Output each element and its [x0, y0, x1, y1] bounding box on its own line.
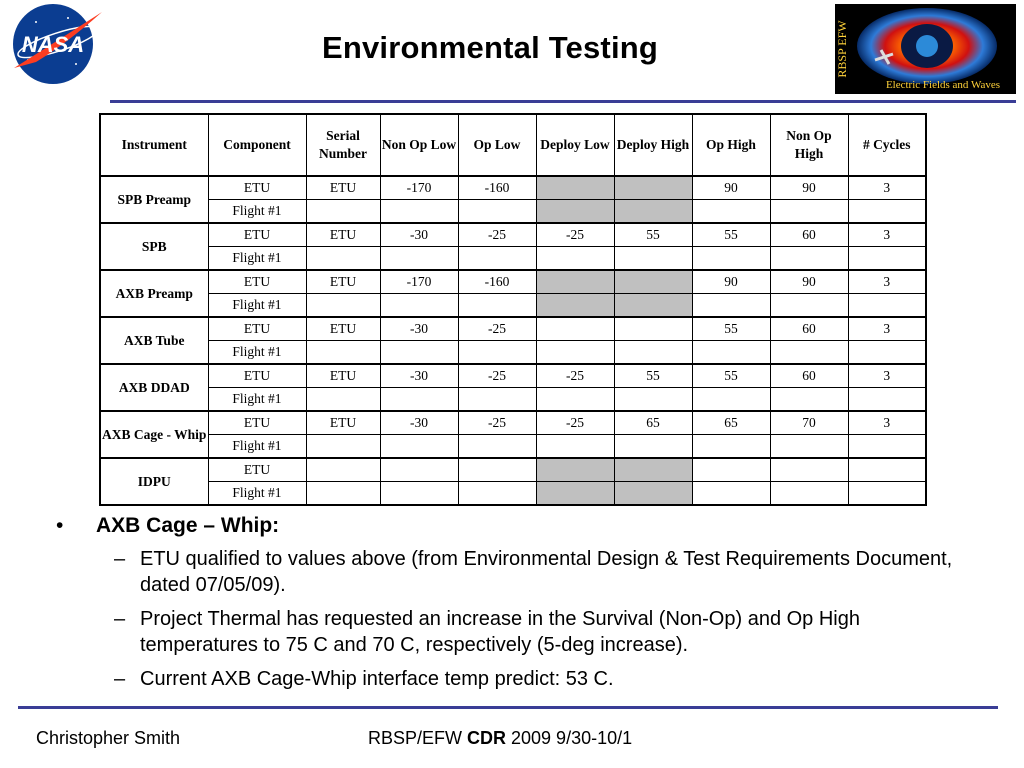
column-header: Serial Number: [306, 114, 380, 176]
table-cell: 90: [770, 176, 848, 200]
table-cell: [848, 435, 926, 459]
table-cell: ETU: [306, 411, 380, 435]
table-header-row: [100, 114, 926, 176]
sub-bullet-text: Current AXB Cage-Whip interface temp predict: 53 C.: [140, 668, 614, 690]
table-cell: [692, 247, 770, 271]
column-header: Instrument: [100, 114, 208, 176]
table-cell: ETU: [208, 176, 306, 200]
table-cell: -170: [380, 270, 458, 294]
table-cell: 3: [848, 223, 926, 247]
footer-review-info: [368, 728, 632, 749]
sub-bullet: [56, 546, 976, 598]
instrument-cell: IDPU: [100, 458, 208, 505]
table-cell: [614, 176, 692, 200]
table-cell: [614, 341, 692, 365]
table-cell: 60: [770, 364, 848, 388]
sub-bullet: [56, 606, 976, 658]
table-cell: [536, 458, 614, 482]
table-cell: [380, 388, 458, 412]
table-cell: [536, 294, 614, 318]
table-cell: [770, 388, 848, 412]
table-cell: [614, 317, 692, 341]
table-row: [100, 270, 926, 294]
table-cell: [306, 482, 380, 506]
table-cell: Flight #1: [208, 435, 306, 459]
table-cell: 3: [848, 364, 926, 388]
table-cell: 3: [848, 411, 926, 435]
table-cell: [614, 435, 692, 459]
table-cell: 55: [692, 364, 770, 388]
table-cell: [536, 388, 614, 412]
sub-bullet-dash: –: [114, 548, 126, 570]
sub-bullet-text: Project Thermal has requested an increase in the Survival (Non-Op) and Op High temperatures to 75 C and 70 C, respectively (5-deg increase).: [140, 608, 860, 656]
instrument-cell: AXB Tube: [100, 317, 208, 364]
table-cell: [692, 200, 770, 224]
table-cell: ETU: [208, 458, 306, 482]
table-cell: [306, 294, 380, 318]
table-cell: -30: [380, 364, 458, 388]
table-cell: [380, 294, 458, 318]
table-cell: 65: [692, 411, 770, 435]
table-cell: 70: [770, 411, 848, 435]
table-row: [100, 200, 926, 224]
instrument-cell: AXB DDAD: [100, 364, 208, 411]
table-cell: ETU: [208, 317, 306, 341]
table-cell: [458, 388, 536, 412]
table-cell: [458, 247, 536, 271]
table-cell: Flight #1: [208, 388, 306, 412]
table-cell: [848, 482, 926, 506]
table-cell: ETU: [306, 176, 380, 200]
table-cell: Flight #1: [208, 247, 306, 271]
table-cell: [770, 458, 848, 482]
table-cell: [692, 388, 770, 412]
nasa-logo-text: NASA: [21, 32, 85, 57]
table-cell: [770, 482, 848, 506]
table-cell: 3: [848, 270, 926, 294]
table-row: [100, 482, 926, 506]
table-cell: ETU: [306, 364, 380, 388]
table-cell: -25: [458, 364, 536, 388]
table-cell: 3: [848, 317, 926, 341]
table-cell: 55: [614, 364, 692, 388]
table-cell: 65: [614, 411, 692, 435]
footer-divider: [18, 706, 998, 709]
column-header: Non Op Low: [380, 114, 458, 176]
table-cell: ETU: [208, 223, 306, 247]
table-cell: [536, 317, 614, 341]
bullet-dot: •: [56, 514, 64, 537]
table-row: [100, 458, 926, 482]
table-cell: [380, 435, 458, 459]
table-cell: -25: [536, 364, 614, 388]
column-header: # Cycles: [848, 114, 926, 176]
table-cell: [536, 482, 614, 506]
table-row: [100, 317, 926, 341]
footer-prefix: RBSP/EFW: [368, 728, 468, 748]
table-cell: 55: [614, 223, 692, 247]
table-cell: [380, 341, 458, 365]
table-cell: [536, 435, 614, 459]
column-header: Non Op High: [770, 114, 848, 176]
table-cell: -30: [380, 223, 458, 247]
table-cell: [380, 200, 458, 224]
sub-bullet-text: ETU qualified to values above (from Environmental Design & Test Requirements Document, dated 07/05/09).: [140, 548, 953, 596]
table-cell: [848, 247, 926, 271]
table-cell: [614, 270, 692, 294]
table-cell: [770, 341, 848, 365]
table-cell: -30: [380, 411, 458, 435]
table-cell: 3: [848, 176, 926, 200]
table-row: [100, 247, 926, 271]
table-row: [100, 364, 926, 388]
table-cell: ETU: [306, 223, 380, 247]
table-cell: [692, 435, 770, 459]
table-cell: [848, 294, 926, 318]
table-cell: [692, 458, 770, 482]
table-cell: [692, 482, 770, 506]
bullet-main: [56, 514, 976, 538]
table-cell: [380, 247, 458, 271]
table-cell: 90: [692, 176, 770, 200]
table-cell: [848, 341, 926, 365]
table-cell: [306, 341, 380, 365]
column-header: Deploy High: [614, 114, 692, 176]
instrument-cell: SPB: [100, 223, 208, 270]
table-row: [100, 388, 926, 412]
table-cell: [614, 458, 692, 482]
table-cell: -25: [536, 411, 614, 435]
table-cell: [848, 458, 926, 482]
bullet-main-text: AXB Cage – Whip:: [96, 514, 280, 537]
instrument-cell: AXB Cage - Whip: [100, 411, 208, 458]
table-cell: -160: [458, 176, 536, 200]
table-cell: [380, 482, 458, 506]
sub-bullet-dash: –: [114, 608, 126, 630]
table-cell: 90: [692, 270, 770, 294]
table-cell: [848, 388, 926, 412]
table-cell: [536, 247, 614, 271]
table-cell: [458, 294, 536, 318]
table-cell: ETU: [306, 270, 380, 294]
column-header: Component: [208, 114, 306, 176]
table-row: [100, 411, 926, 435]
table-cell: [536, 341, 614, 365]
table-cell: Flight #1: [208, 341, 306, 365]
table-cell: Flight #1: [208, 200, 306, 224]
footer-cdr: CDR: [467, 728, 507, 748]
table-cell: -170: [380, 176, 458, 200]
table-cell: [458, 458, 536, 482]
table-row: [100, 341, 926, 365]
table-cell: [458, 482, 536, 506]
table-cell: [614, 294, 692, 318]
table-row: [100, 294, 926, 318]
table-cell: -160: [458, 270, 536, 294]
header-divider: [110, 100, 1016, 103]
table-cell: -25: [458, 317, 536, 341]
sub-bullet-dash: –: [114, 668, 126, 690]
table-row: [100, 435, 926, 459]
table-cell: [306, 388, 380, 412]
footer-dates: 2009 9/30-10/1: [506, 728, 633, 748]
table-cell: ETU: [208, 364, 306, 388]
rbsp-caption: Electric Fields and Waves: [885, 79, 1001, 91]
table-cell: [306, 458, 380, 482]
table-cell: [614, 482, 692, 506]
table-cell: -25: [458, 223, 536, 247]
table-cell: [306, 247, 380, 271]
table-cell: -30: [380, 317, 458, 341]
table-cell: 90: [770, 270, 848, 294]
slide-title: Environmental Testing: [321, 30, 659, 65]
table-row: [100, 176, 926, 200]
rbsp-side-label: RBSP EFW: [835, 20, 849, 78]
table-cell: Flight #1: [208, 482, 306, 506]
column-header: Op Low: [458, 114, 536, 176]
table-cell: ETU: [208, 270, 306, 294]
table-cell: [306, 435, 380, 459]
table-cell: ETU: [208, 411, 306, 435]
table-cell: 55: [692, 223, 770, 247]
column-header: Op High: [692, 114, 770, 176]
table-cell: [536, 270, 614, 294]
notes: [56, 514, 976, 692]
table-cell: Flight #1: [208, 294, 306, 318]
table-cell: [770, 247, 848, 271]
environmental-test-table: [99, 113, 927, 506]
table-cell: [536, 200, 614, 224]
table-row: [100, 223, 926, 247]
sub-bullet: [56, 666, 976, 692]
column-header: Deploy Low: [536, 114, 614, 176]
table-cell: 60: [770, 223, 848, 247]
table-cell: [614, 388, 692, 412]
table-cell: [614, 200, 692, 224]
table-cell: ETU: [306, 317, 380, 341]
table-cell: [536, 176, 614, 200]
instrument-cell: SPB Preamp: [100, 176, 208, 223]
table-cell: [692, 294, 770, 318]
instrument-cell: AXB Preamp: [100, 270, 208, 317]
table-cell: [770, 200, 848, 224]
table-cell: 60: [770, 317, 848, 341]
table-cell: 55: [692, 317, 770, 341]
table-cell: [458, 200, 536, 224]
table-cell: [770, 294, 848, 318]
table-cell: [692, 341, 770, 365]
table-cell: [848, 200, 926, 224]
table-cell: [458, 435, 536, 459]
table-cell: [770, 435, 848, 459]
table-cell: [614, 247, 692, 271]
table-cell: [380, 458, 458, 482]
footer-author: Christopher Smith: [36, 728, 181, 748]
table-cell: [306, 200, 380, 224]
table-cell: -25: [536, 223, 614, 247]
table-cell: [458, 341, 536, 365]
table-cell: -25: [458, 411, 536, 435]
